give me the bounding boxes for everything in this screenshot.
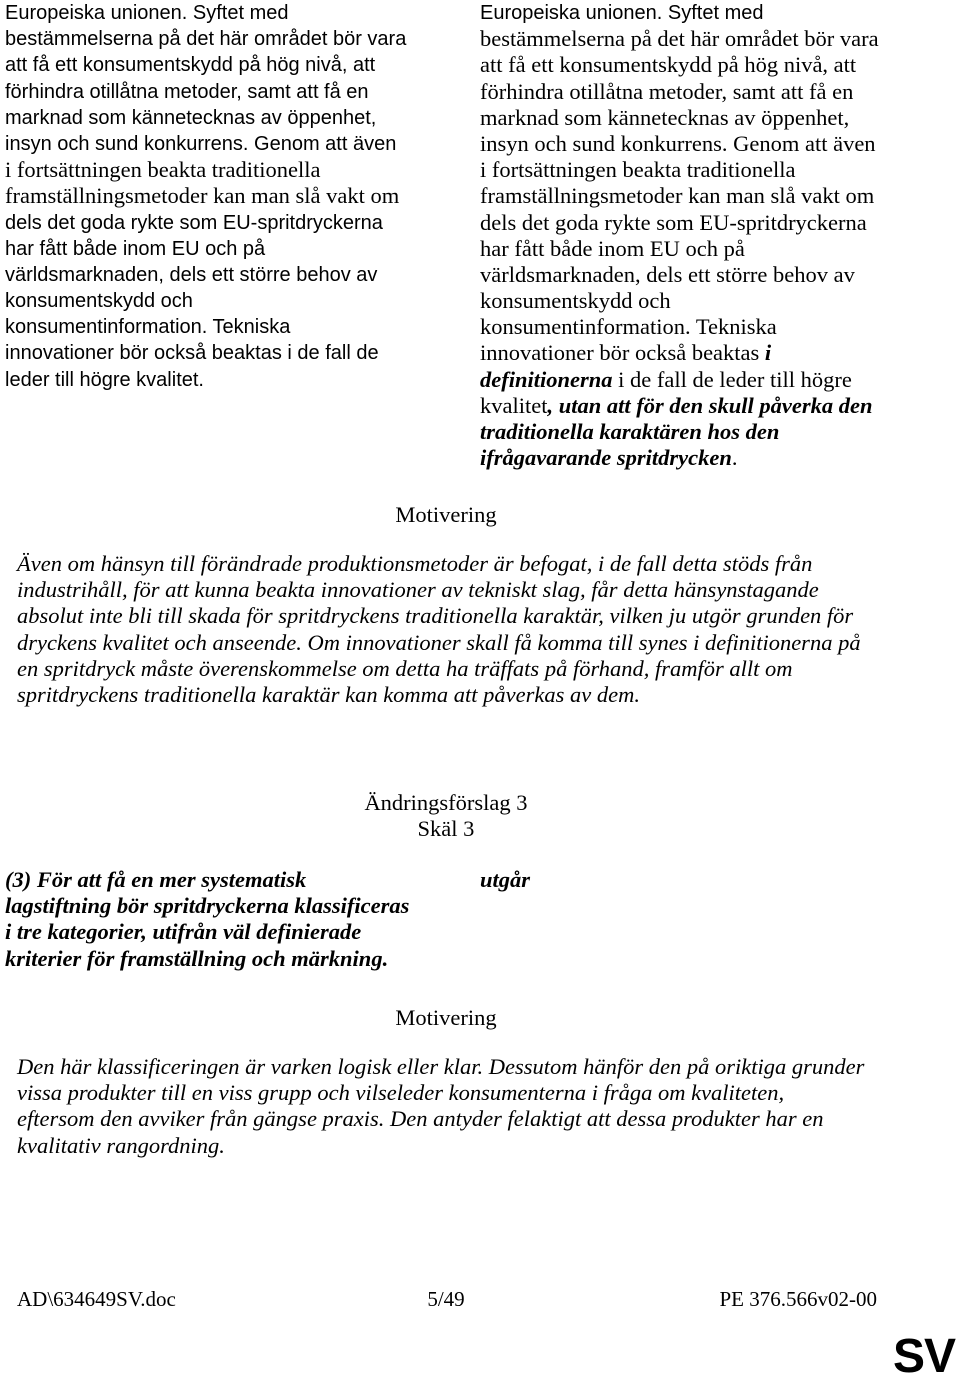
amended-text-line: världsmarknaden, dels ett större behov av [480,261,855,287]
deleted-marker: utgår [480,867,531,892]
amended-text-block [480,867,530,893]
motivering-heading: Motivering [395,502,497,527]
amended-text-line: dels det goda rykte som EU-spritdryckerna [480,209,867,235]
justification-paragraph [17,1054,864,1159]
text-segment: kvalitet [480,392,548,418]
original-text-line: att få ett konsumentskydd på hög nivå, att [5,54,376,77]
footer-page-number: 5/49 [427,1287,465,1311]
text-segment: . [731,445,738,471]
justification-line: eftersom den avviker från gängse praxis. Den antyder felaktigt att dessa produkter har en [17,1106,824,1132]
justification-line: absolut inte bli till skada för spritdryckens traditionella karaktär, vilken ju utgör grunden för [17,603,854,629]
amended-text-line: i fortsättningen beakta traditionella [480,157,796,183]
justification-line: industrihåll, för att kunna beakta innovationer av tekniskt slag, får detta hänsynstagande [17,577,819,603]
amended-text-line: att få ett konsumentskydd på hög nivå, att [480,52,857,78]
amended-text-line [480,393,879,419]
original-text-line: konsumentinformation. Tekniska [5,316,291,339]
motivering-heading: Motivering [395,1005,497,1030]
original-text-line: dels det goda rykte som EU-spritdryckerna [5,211,383,234]
proposed-text-line: lagstiftning bör spritdryckerna klassificeras [5,893,410,919]
justification-line: en spritdryck måste överenskommelse om detta ha träffats på förhand, framför allt om [17,655,793,681]
amended-text-line: konsumentinformation. Tekniska [480,314,777,340]
justification-line: dryckens kvalitet och anseende. Om innovationer skall få komma till synes i definitionerna på [17,629,861,655]
justification-line: spritdryckens traditionella karaktär kan komma att påverkas av dem. [17,681,641,707]
original-text-line: framställningsmetoder kan man slå vakt om [5,183,400,209]
amended-text-line: konsumentskydd och [480,288,671,314]
justification-line: kvalitativ rangordning. [17,1132,225,1158]
amended-text-line: Europeiska unionen. Syftet med [480,2,764,24]
amendment-header [0,790,892,842]
language-code-badge: SV [892,1330,955,1383]
justification-paragraph [17,551,861,708]
justification-heading-block [0,502,892,528]
amended-text-line: insyn och sund konkurrens. Genom att även [480,130,876,156]
amended-text-line [480,340,879,366]
recital-number: Skäl 3 [417,816,475,842]
amended-text-line: bestämmelserna på det här området bör vara [480,26,879,52]
original-text-column [5,0,406,393]
original-text-line: insyn och sund konkurrens. Genom att även [5,132,397,155]
footer-pe-ref: PE 376.566v02-00 [719,1287,877,1311]
proposed-text-line: i tre kategorier, utifrån väl definierade [5,919,362,945]
text-segment: innovationer bör också beaktas [480,340,765,366]
amended-text-column [480,0,879,471]
amendment-number: Ändringsförslag 3 [364,790,528,815]
original-text-line: har fått både inom EU och på [5,237,266,260]
inserted-text-line: traditionella karaktären hos den [480,419,780,444]
original-text-line: konsumentskydd och [5,290,193,313]
amended-text-line: marknad som kännetecknas av öppenhet, [480,104,850,130]
original-text-line: leder till högre kvalitet. [5,368,204,391]
inserted-text-segment: , utan att för den skull påverka den [547,392,873,418]
justification-heading-block [0,1005,892,1031]
amended-text-line [480,367,879,393]
inserted-text-segment: definitionerna [480,366,613,392]
inserted-text-segment: ifrågavarande spritdrycken [480,445,732,471]
inserted-text-segment: i [764,340,772,366]
original-text-line: Europeiska unionen. Syftet med [5,2,289,24]
amended-text-line: framställningsmetoder kan man slå vakt om [480,183,875,209]
amended-text-line: har fått både inom EU och på [480,235,745,261]
proposed-text-line: (3) För att få en mer systematisk [5,867,307,892]
original-text-line: bestämmelserna på det här området bör vara [5,28,407,51]
original-text-line: marknad som kännetecknas av öppenhet, [5,106,377,129]
justification-line: vissa produkter till en viss grupp och vilseleder konsumenterna i fråga om kvaliteten, [17,1080,785,1106]
amended-text-line [480,445,879,471]
proposed-text-block [5,867,409,972]
original-text-line: innovationer bör också beaktas i de fall de [5,342,379,365]
original-text-line: världsmarknaden, dels ett större behov av [5,263,378,286]
justification-line: Även om hänsyn till förändrade produktionsmetoder är befogat, i de fall detta stöds från [17,551,813,576]
text-segment: i de fall de leder till högre [612,366,852,392]
original-text-line: i fortsättningen beakta traditionella [5,157,321,183]
proposed-text-line: kriterier för framställning och märkning. [5,945,389,971]
footer-doc-ref: AD\634649SV.doc [17,1287,176,1311]
amended-text-line: förhindra otillåtna metoder, samt att få en [480,78,854,104]
original-text-line: förhindra otillåtna metoder, samt att få en [5,80,369,103]
justification-line: Den här klassificeringen är varken logisk eller klar. Dessutom hänför den på oriktiga grunder [17,1054,865,1079]
